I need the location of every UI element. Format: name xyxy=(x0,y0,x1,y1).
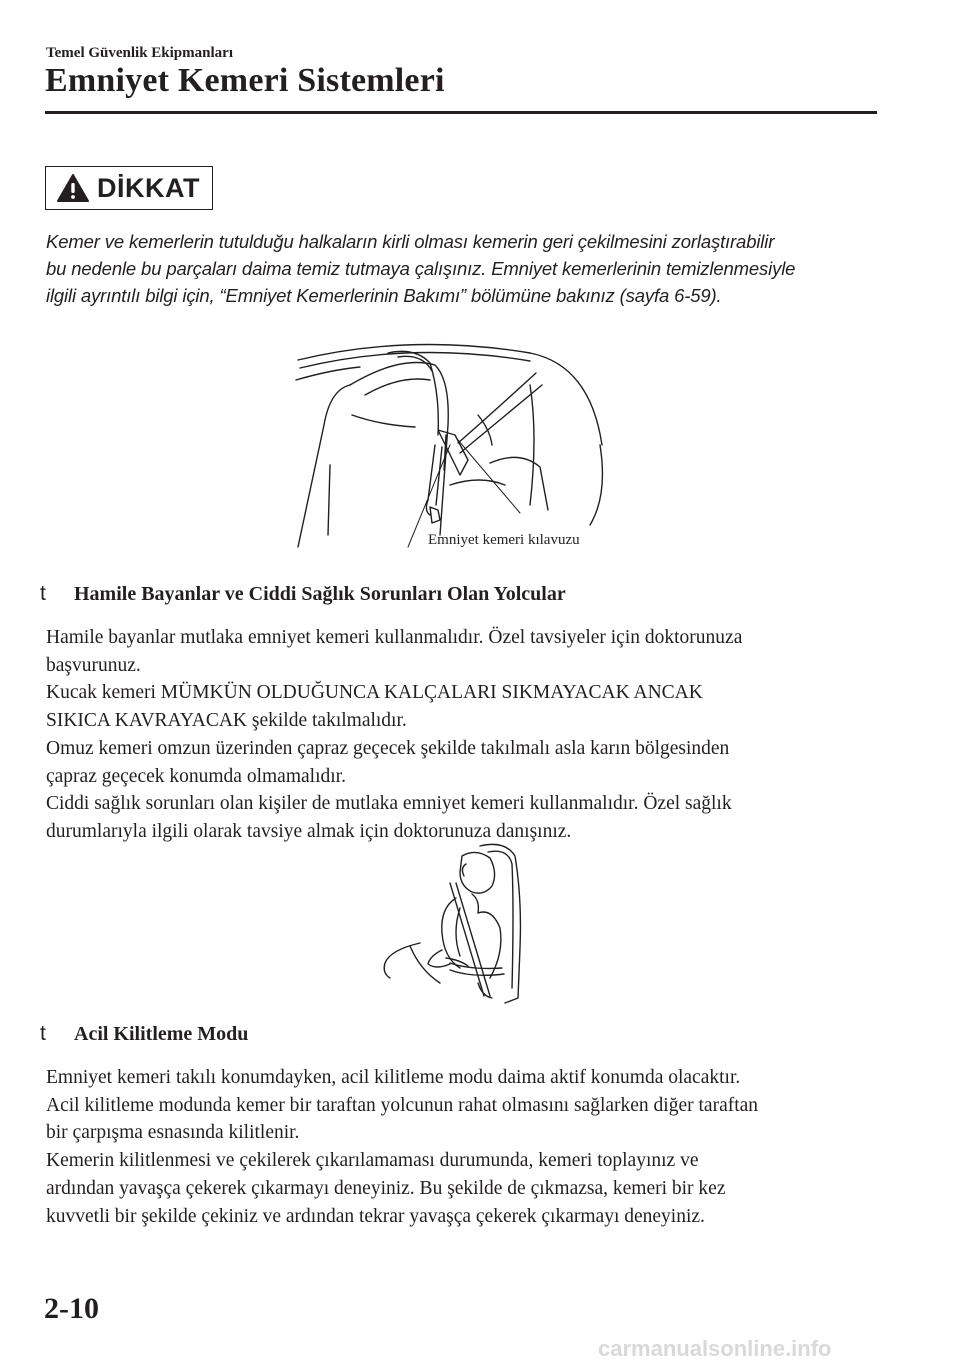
pregnant-woman-seatbelt-illustration xyxy=(380,838,550,1008)
heading-text: Acil Kilitleme Modu xyxy=(74,1022,249,1045)
body-line: bir çarpışma esnasında kilitlenir. xyxy=(46,1122,300,1144)
body-line: Omuz kemeri omzun üzerinden çapraz geçecek şekilde takılmalı asla karın bölgesinden xyxy=(46,737,730,759)
body-line: kuvvetli bir şekilde çekiniz ve ardından tekrar yavaşça çekerek çıkarmayı deneyiniz. xyxy=(46,1205,705,1227)
warning-triangle-icon xyxy=(56,173,90,203)
page-number: 2-10 xyxy=(44,1292,99,1325)
bullet-marker: t xyxy=(40,582,46,605)
title-rule xyxy=(45,111,877,114)
body-line: Kucak kemeri MÜMKÜN OLDUĞUNCA KALÇALARI SIKMAYACAK ANCAK xyxy=(46,682,703,704)
body-line: durumlarıyla ilgili olarak tavsiye almak için doktorunuza danışınız. xyxy=(46,820,572,842)
body-line: SIKICA KAVRAYACAK şekilde takılmalıdır. xyxy=(46,710,407,732)
body-line: Ciddi sağlık sorunları olan kişiler de mutlaka emniyet kemeri kullanmalıdır. Özel sağlık xyxy=(46,793,732,815)
caution-badge xyxy=(45,166,213,210)
caution-text xyxy=(46,228,896,309)
body-line: başvurunuz. xyxy=(46,654,141,676)
heading-emergency-locking xyxy=(40,1022,248,1046)
page-title: Emniyet Kemeri Sistemleri xyxy=(45,62,445,99)
heading-pregnant-women xyxy=(40,582,566,606)
figure-caption: Emniyet kemeri kılavuzu xyxy=(428,532,580,548)
bullet-marker: t xyxy=(40,1022,46,1045)
caution-line: ilgili ayrıntılı bilgi için, “Emniyet Kemerlerinin Bakımı” bölümüne bakınız (sayfa 6-59). xyxy=(46,285,722,306)
heading-text: Hamile Bayanlar ve Ciddi Sağlık Sorunları Olan Yolcular xyxy=(74,582,566,605)
body-line: Kemerin kilitlenmesi ve çekilerek çıkarılamaması durumunda, kemeri toplayınız ve xyxy=(46,1150,699,1172)
body-line: ardından yavaşça çekerek çıkarmayı deneyiniz. Bu şekilde de çıkmazsa, kemeri bir kez xyxy=(46,1177,726,1199)
caution-label: DİKKAT xyxy=(97,172,200,203)
body-line: Acil kilitleme modunda kemer bir taraftan yolcunun rahat olmasını sağlarken diğer taraftan xyxy=(46,1094,759,1116)
pregnant-women-paragraph xyxy=(46,624,896,846)
body-line: Hamile bayanlar mutlaka emniyet kemeri kullanmalıdır. Özel tavsiyeler için doktorunuza xyxy=(46,627,743,648)
watermark-link[interactable]: carmanualsonline.info xyxy=(598,1336,832,1361)
body-line: çapraz geçecek konumda olmamalıdır. xyxy=(46,765,346,787)
body-line: Emniyet kemeri takılı konumdayken, acil kilitleme modu daima aktif konumda olacaktır. xyxy=(46,1067,741,1088)
seat-belt-guide-illustration xyxy=(290,335,650,555)
section-label: Temel Güvenlik Ekipmanları xyxy=(46,45,233,61)
caution-line: bu nedenle bu parçaları daima temiz tutmaya çalışınız. Emniyet kemerlerinin temizlenmesiyle xyxy=(46,258,796,279)
caution-line: Kemer ve kemerlerin tutulduğu halkaların kirli olması kemerin geri çekilmesini zorlaştırabilir xyxy=(46,231,775,252)
emergency-locking-paragraph xyxy=(46,1064,896,1230)
